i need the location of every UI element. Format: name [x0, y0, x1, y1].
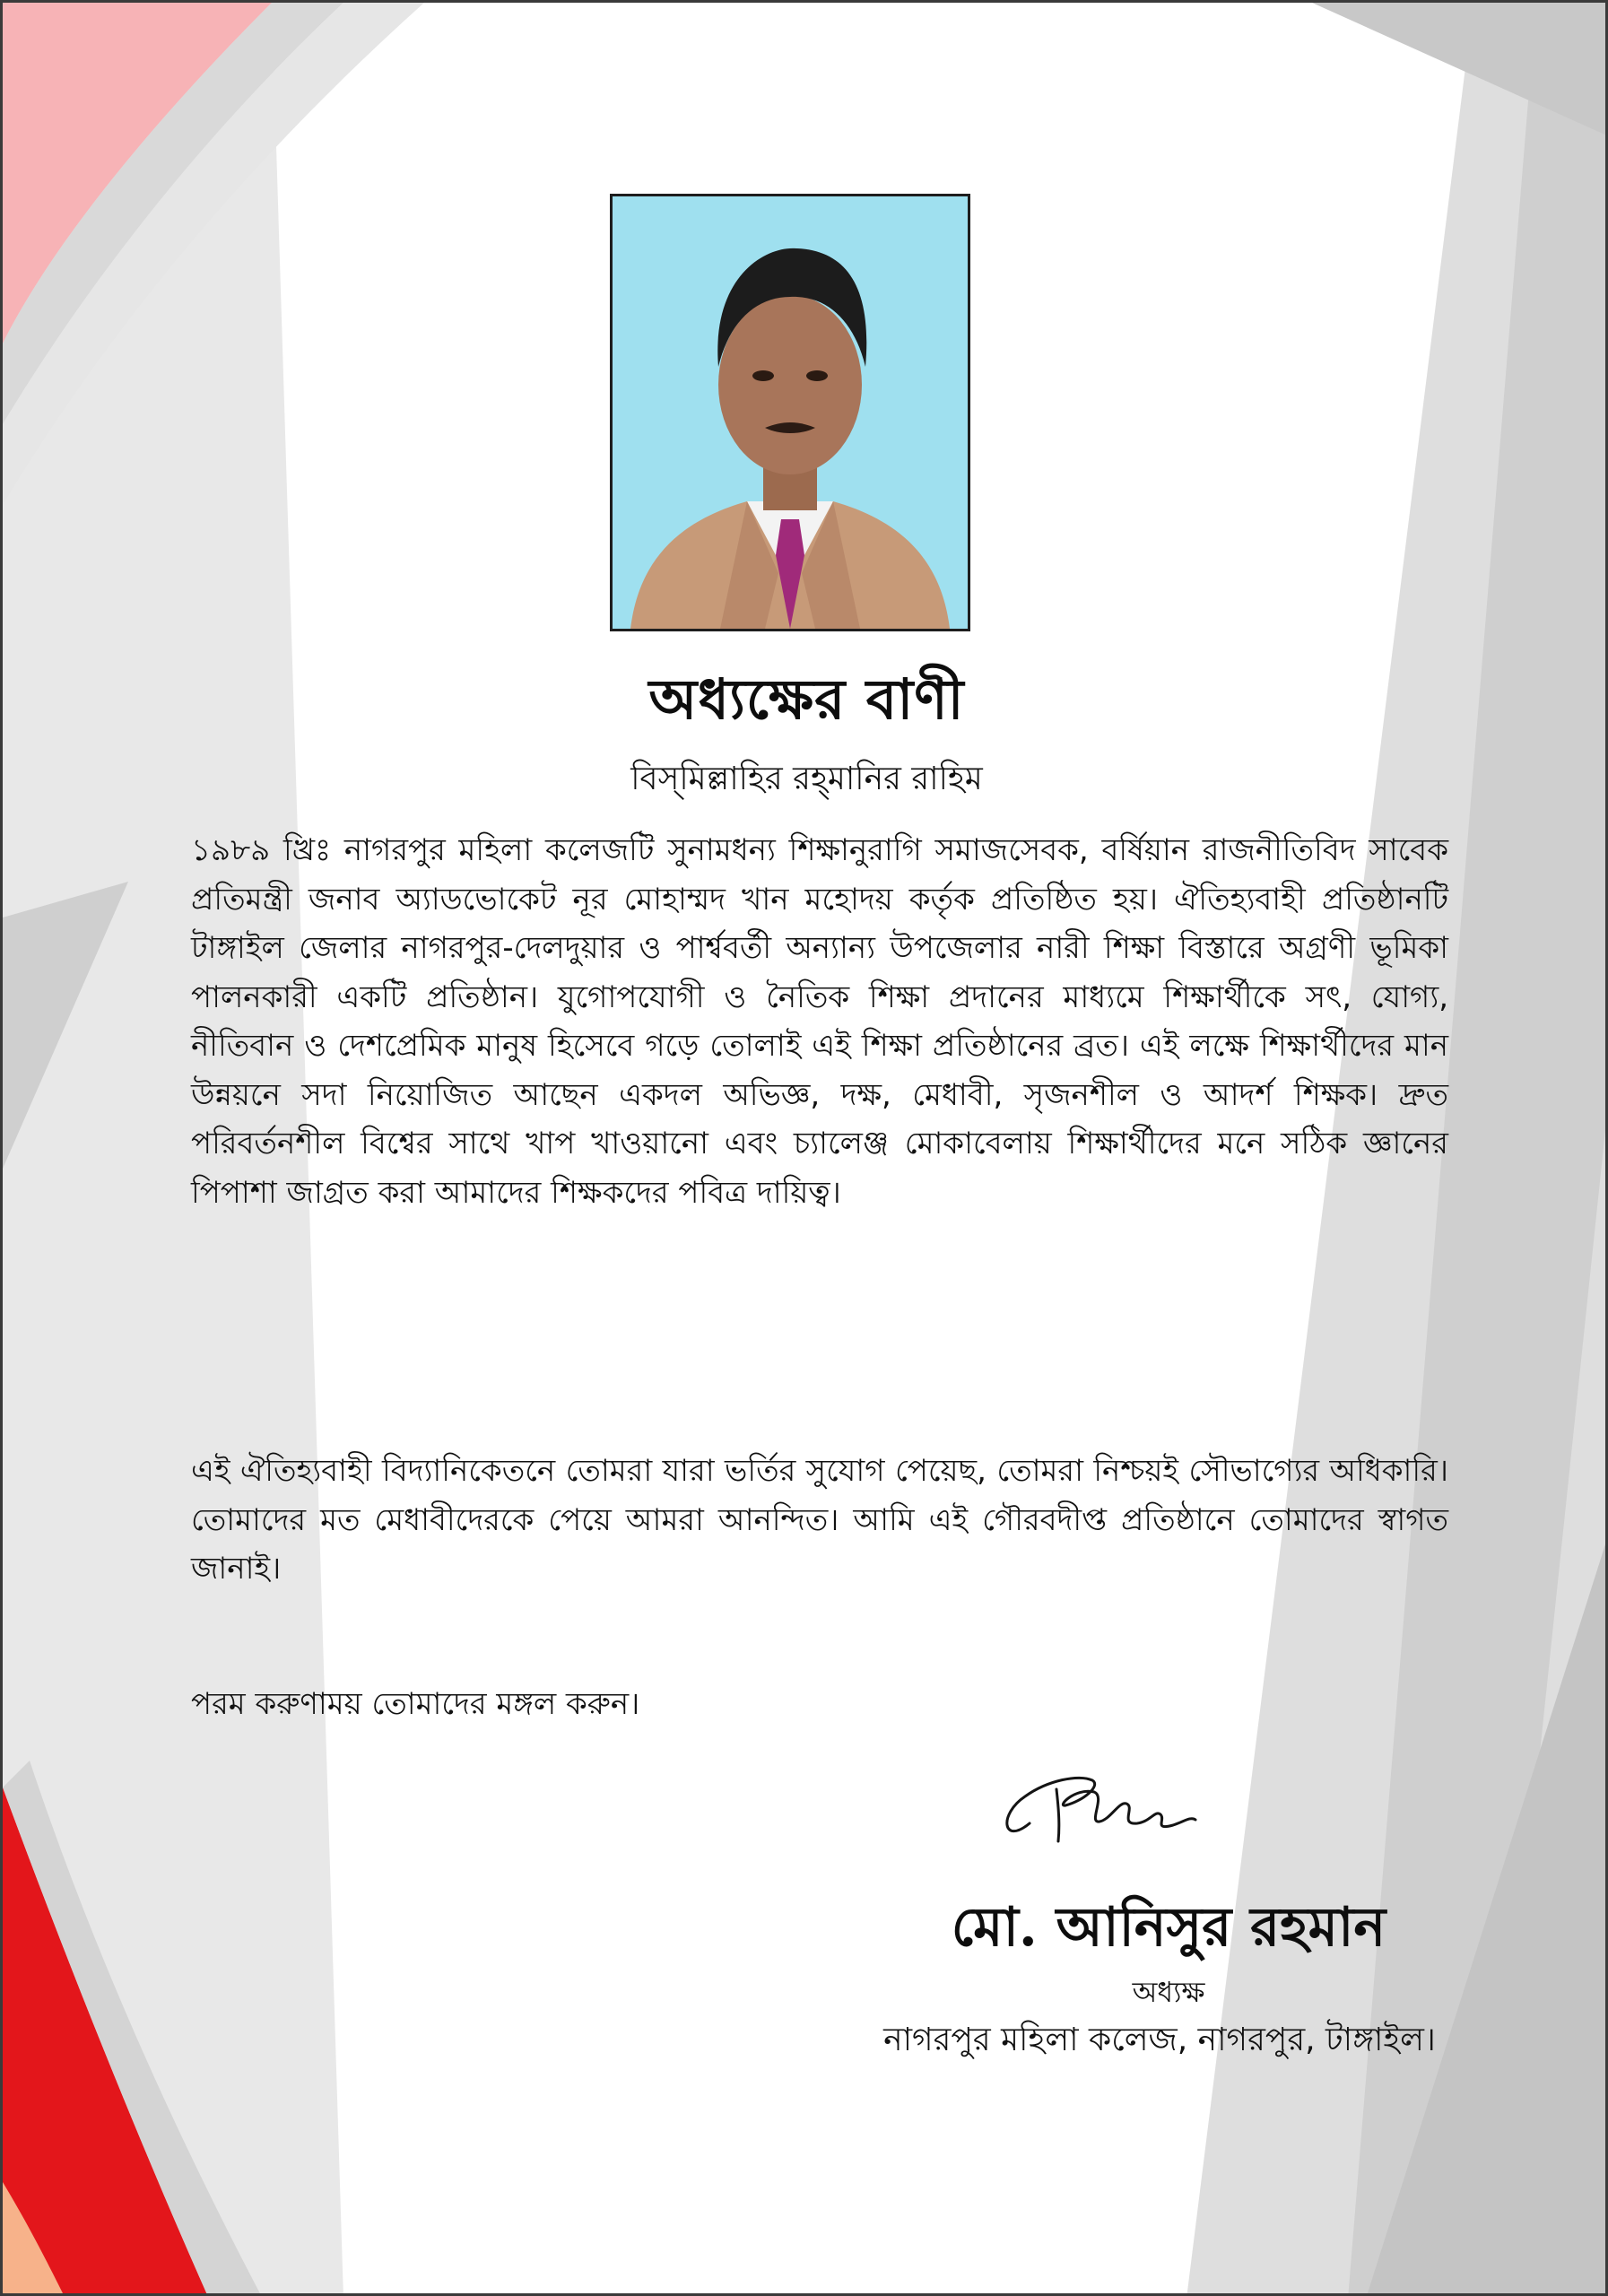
principal-photo [610, 194, 970, 631]
message-paragraph-3: পরম করুণাময় তোমাদের মঙ্গল করুন। [191, 1686, 640, 1722]
page-title: অধ্যক্ষের বাণী [648, 666, 965, 732]
message-paragraph-1: ১৯৮৯ খ্রিঃ নাগরপুর মহিলা কলেজটি সুনামধন্য শিক্ষানুরাগি সমাজসেবক, বর্ষিয়ান রাজনীতিবিদ সাবেক প্রতিমন্ত্রী জনাব অ্যাডভোকেট নূর মোহাম্মদ খান মহোদয় কর্তৃক প্রতিষ্ঠিত হয়। ঐতিহ্যবাহী প্রতিষ্ঠানটি টাঙ্গাইল জেলার নাগরপুর-দেলদুয়ার ও পার্শ্ববর্তী অন্যান্য উপজেলার নারী শিক্ষা বিস্তারে অগ্রণী ভূমিকা পালনকারী একটি প্রতিষ্ঠান। যুগোপযোগী ও নৈতিক শিক্ষা প্রদানের মাধ্যমে শিক্ষার্থীকে সৎ, যোগ্য, নীতিবান ও দেশপ্রেমিক মানুষ হিসেবে গড়ে তোলাই এই শিক্ষা প্রতিষ্ঠানের ব্রত। এই লক্ষে শিক্ষার্থীদের মান উন্নয়নে সদা নিয়োজিত আছেন একদল অভিজ্ঞ, দক্ষ, মেধাবী, সৃজনশীল ও আদর্শ শিক্ষক। দ্রুত পরিবর্তনশীল বিশ্বের সাথে খাপ খাওয়ানো এবং চ্যালেঞ্জ মোকাবেলায় শিক্ষার্থীদের মনে সঠিক জ্ঞানের পিপাশা জাগ্রত করা আমাদের শিক্ষকদের পবিত্র দায়িত্ব। [191, 832, 1448, 1211]
signatory-institution: নাগরপুর মহিলা কলেজ, নাগরপুর, টাঙ্গাইল। [883, 2022, 1436, 2058]
greeting-text: বিস্‌মিল্লাহির রহ্‌মানির রাহিম [630, 761, 983, 797]
signatory-designation: অধ্যক্ষ [1132, 1975, 1205, 2009]
signatory-name: মো. আনিসুর রহমান [951, 1896, 1386, 1959]
portrait-icon [613, 196, 968, 629]
message-paragraph-2: এই ঐতিহ্যবাহী বিদ্যানিকেতনে তোমরা যারা ভর্তির সুযোগ পেয়েছ, তোমরা নিশ্চয়ই সৌভাগ্যের অধিকারি। তোমাদের মত মেধাবীদেরকে পেয়ে আমরা আনন্দিত। আমি এই গৌরবদীপ্ত প্রতিষ্ঠানে তোমাদের স্বাগত জানাই। [191, 1453, 1448, 1587]
signature-icon [994, 1761, 1218, 1859]
